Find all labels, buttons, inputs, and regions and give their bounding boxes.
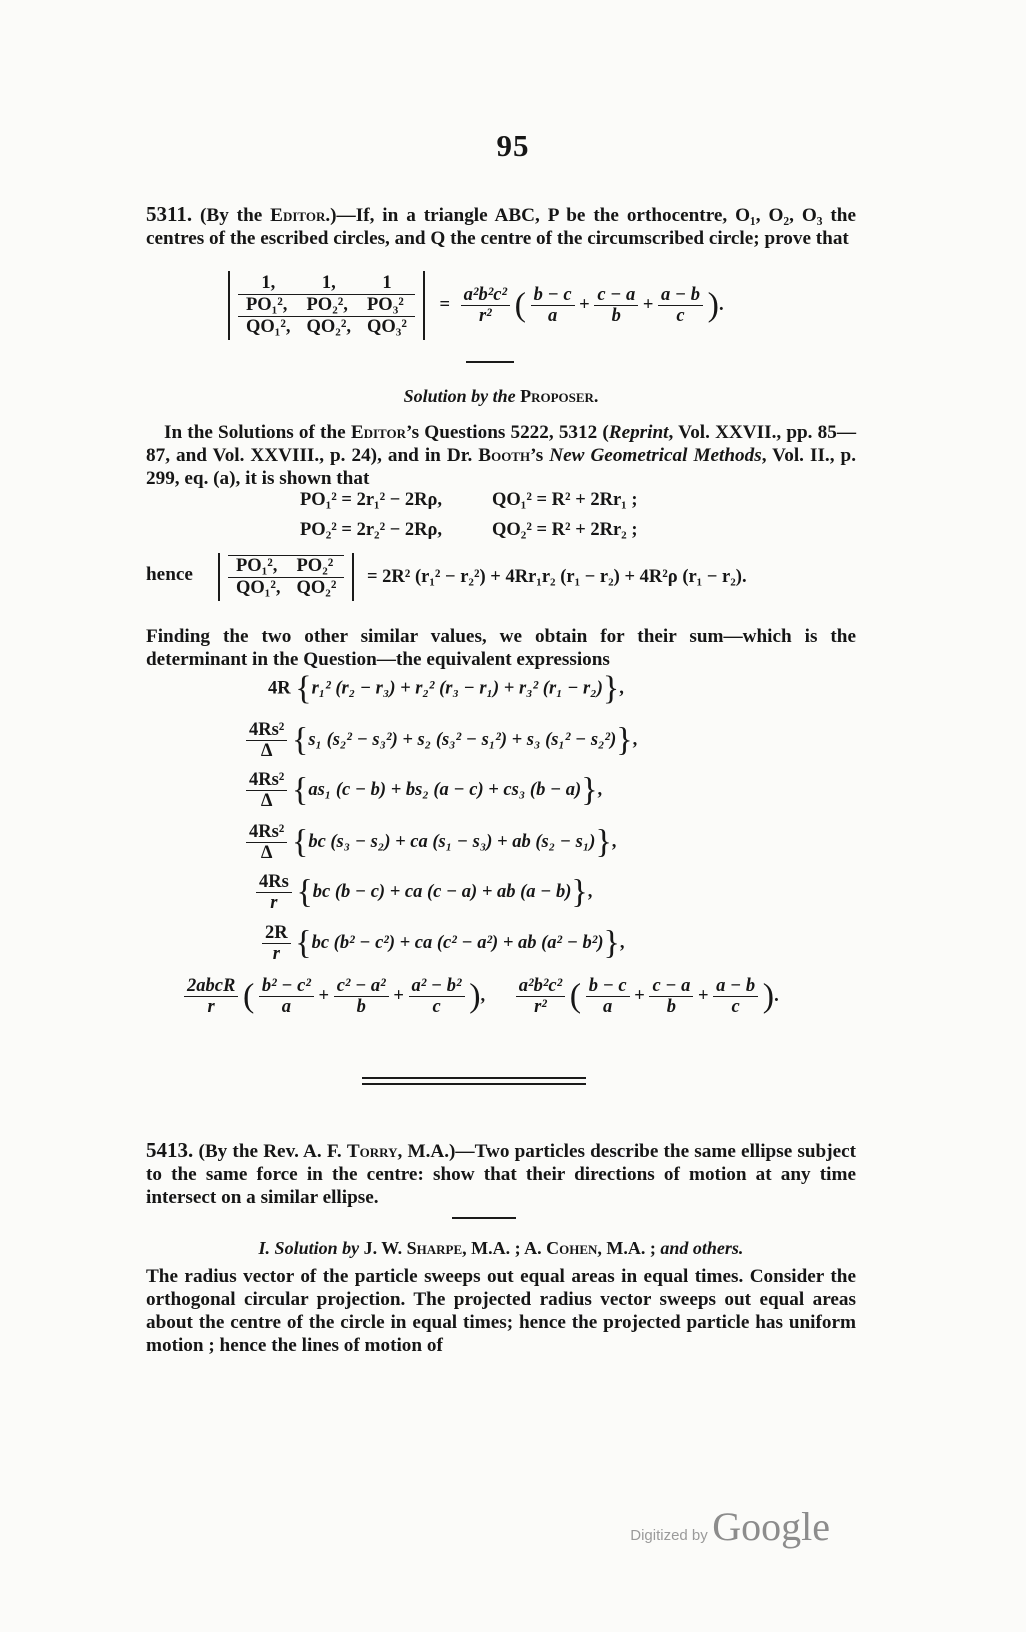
expression-6: $\frac{2R}{r}$ {bc (b² − c²) + ca (c² − a²) + ab (a² − b²)}, bbox=[262, 923, 624, 964]
question-number: 5311. bbox=[146, 202, 193, 226]
question-5311: 5311. (By the Editor.)—If, in a triangle ABC, P be the orthocentre, O₁, O₂, O₃ the centres of the escribed circles, and Q the centre of the circumscribed circle; prove that bbox=[146, 202, 856, 249]
expression-5: $\frac{4Rs}{r}$ {bc (b − c) + ca (c − a) + ab (a − b)}, bbox=[256, 872, 592, 913]
solution-paragraph: In the Solutions of the Editor’s Questions 5222, 5312 (Reprint, Vol. XXVII., pp. 85—87, and Vol. XXVIII., p. 24), and in Dr. Booth’s New Geometrical Methods, Vol. II., p. 299, eq. (a), it is shown that bbox=[146, 422, 857, 489]
equation-line-2: PO₂² = 2r₂² − 2Rρ, QO₂² = R² + 2Rr₂ ; bbox=[300, 520, 638, 540]
expression-4: $\frac{\text{4Rs²}}{\Delta}$ {bc (s₃ − s₂) + ca (s₁ − s₃) + ab (s₂ − s₁)}, bbox=[246, 822, 616, 863]
expression-1: 4R {r₁² (r₂ − r₃) + r₂² (r₃ − r₁) + r₃² (r₁ − r₂)}, bbox=[268, 669, 624, 707]
determinant: 1, 1, 1 PO₁², PO₂², PO₃² QO₁², QO₂², QO₃² bbox=[228, 271, 425, 340]
author: Editor bbox=[270, 205, 326, 226]
section-divider-top bbox=[362, 1077, 586, 1079]
hence-determinant: PO₁², PO₂² QO₁², QO₂² = 2R² (r₁² − r₂²) + 4Rr₁r₂ (r₁ − r₂) + 4R²ρ (r₁ − r₂). bbox=[218, 553, 747, 601]
equation-line-1: PO₁² = 2r₁² − 2Rρ, QO₁² = R² + 2Rr₁ ; bbox=[300, 490, 638, 510]
page-number: 95 bbox=[496, 128, 530, 163]
solution-paragraph-2: Finding the two other similar values, we obtain for their sum—which is the determinant in the Question—the equivalent expressions bbox=[146, 626, 856, 670]
google-logo: Google bbox=[712, 1504, 830, 1549]
section-divider-bottom bbox=[362, 1083, 586, 1085]
question-5413: 5413. (By the Rev. A. F. Torry, M.A.)—Two particles describe the same ellipse subject to the same force in the centre: show that their directions of motion at any time intersect on a similar ellipse. bbox=[146, 1138, 857, 1208]
expression-2: $\frac{\text{4Rs²}}{\Delta}$ {s₁ (s₂² − s₃²) + s₂ (s₃² − s₁²) + s₃ (s₁² − s₂²)}, bbox=[246, 720, 637, 761]
short-divider bbox=[466, 361, 514, 363]
solution-caption: Solution by the Proposer. bbox=[403, 386, 599, 406]
solution-caption-2: I. Solution by J. W. Sharpe, M.A. ; A. Cohen, M.A. ; and others. bbox=[258, 1238, 744, 1258]
final-expression: $\frac{\text{2abcR}}{r}$ ( $\frac{\text{b² − c²}}{a}$ + $\frac{\text{c² − a²}}{b}$ + $\frac{\text{a² − b²}}{c}$ ), $\frac{\text{a²b²c²}}{\text{r²}}$ ( $\frac{b - c}{a}$ + $\frac{c - a}{b}$ + $\frac{a - b}{c}$ ). bbox=[184, 976, 779, 1017]
expression-3: $\frac{\text{4Rs²}}{\Delta}$ {as₁ (c − b) + bs₂ (a − c) + cs₃ (b − a)}, bbox=[246, 770, 602, 811]
author: Torry bbox=[346, 1141, 398, 1162]
solution-2-paragraph: The radius vector of the particle sweeps out equal areas in equal times. Consider the orthogonal circular projection. The projected radius vector sweeps out equal areas about the centre of the circle in equal times; hence the projected particle has uniform motion ; hence the lines of motion of bbox=[146, 1266, 856, 1356]
digitized-watermark: Digitized by Google bbox=[630, 1504, 830, 1549]
hence-label: hence bbox=[146, 564, 193, 585]
main-determinant-equation: 1, 1, 1 PO₁², PO₂², PO₃² QO₁², QO₂², QO₃² = $\frac{\text{a²b²c²}}{\text{r²}}$ ( $\frac{b - c}{a}$ + $\frac{c - a}{b}$ + $\frac{a - b}{c}$ ). bbox=[228, 271, 724, 340]
short-divider-2 bbox=[452, 1217, 516, 1219]
question-number: 5413. bbox=[146, 1138, 194, 1162]
